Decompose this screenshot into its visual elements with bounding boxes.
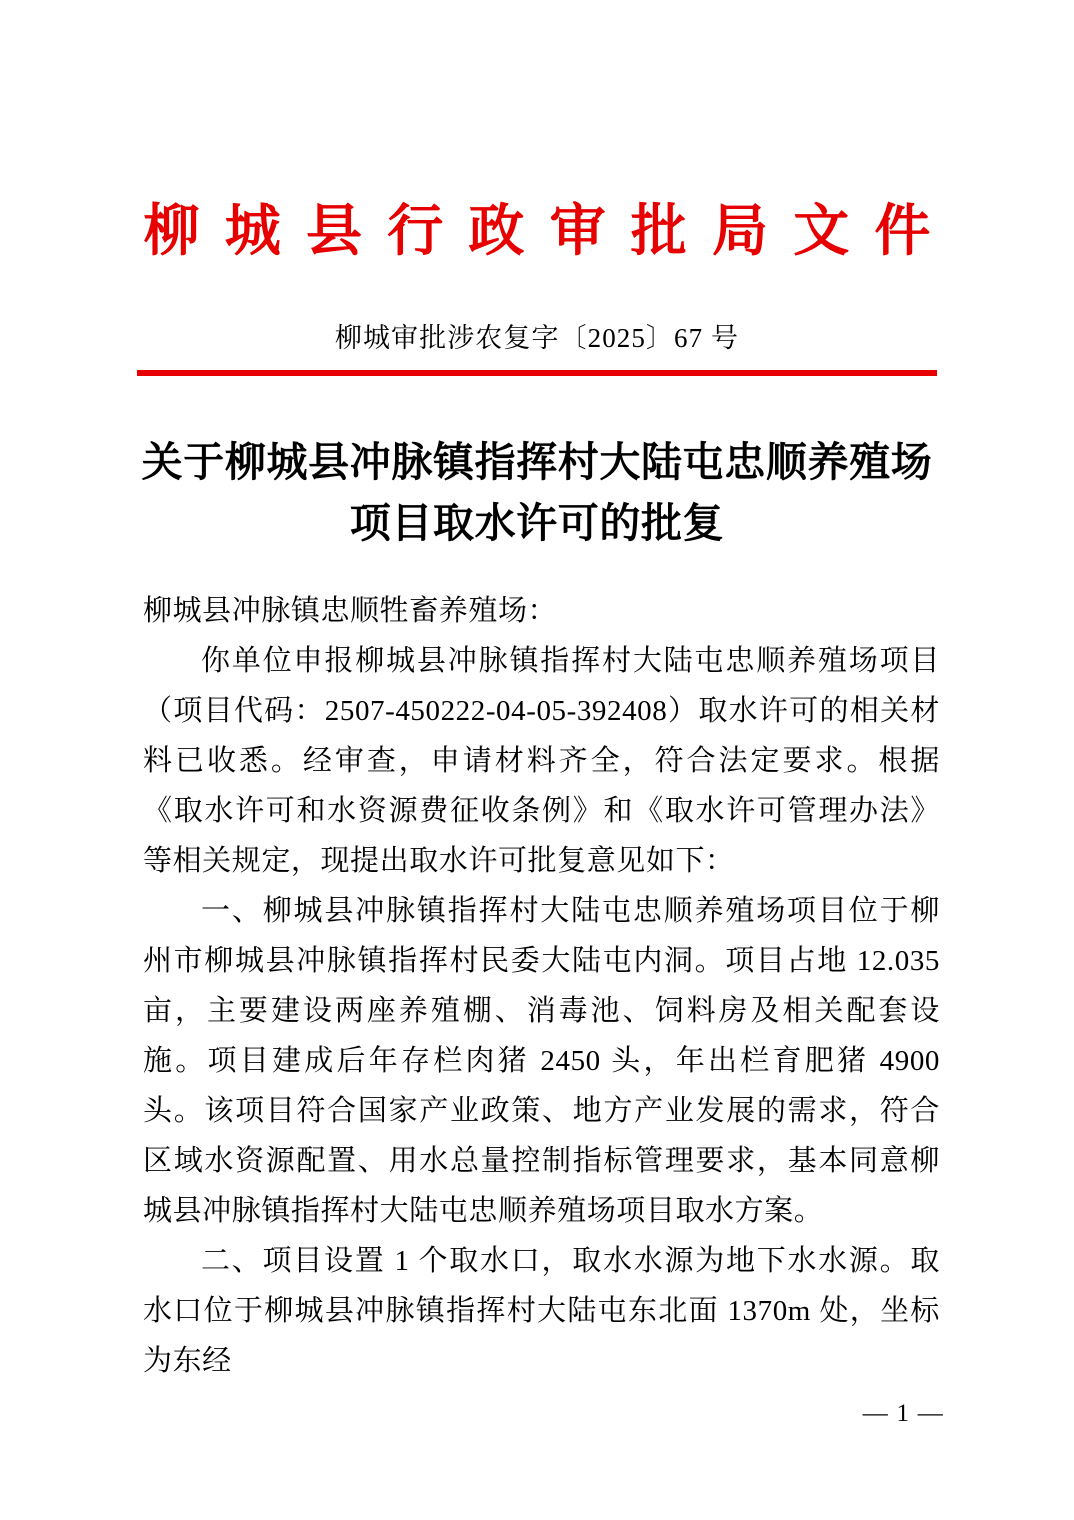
document-title-line-2: 项目取水许可的批复 — [349, 500, 725, 546]
body-paragraph-intro: 你单位申报柳城县冲脉镇指挥村大陆屯忠顺养殖场项目（项目代码：2507-450222-04-05-392408）取水许可的相关材料已收悉。经审查，申请材料齐全，符合法定要求。根据《取水许可和水资源费征收条例》和《取水许可管理办法》等相关规定，现提出取水许可批复意见如下： — [143, 645, 940, 877]
document-reference-number: 柳城审批涉农复字〔2025〕67 号 — [334, 323, 740, 353]
document-title — [80, 432, 994, 554]
letterhead-divider-rule — [137, 370, 937, 376]
page-number: — 1 — — [862, 1400, 944, 1427]
body-paragraph-item-1: 一、柳城县冲脉镇指挥村大陆屯忠顺养殖场项目位于柳州市柳城县冲脉镇指挥村民委大陆屯内洞。项目占地 12.035 亩，主要建设两座养殖棚、消毒池、饲料房及相关配套设施。项目建成后年存栏肉猪 2450 头，年出栏育肥猪 4900 头。该项目符合国家产业政策、地方产业发展的需求，符合区域水资源配置、用水总量控制指标管理要求，基本同意柳城县冲脉镇指挥村大陆屯忠顺养殖场项目取水方案。 — [143, 895, 940, 1227]
agency-letterhead-title: 柳城县行政审批局文件 — [143, 201, 956, 263]
addressee-line: 柳城县冲脉镇忠顺牲畜养殖场： — [143, 595, 558, 627]
document-body — [143, 586, 940, 1386]
document-title-line-1: 关于柳城县冲脉镇指挥村大陆屯忠顺养殖场 — [141, 439, 933, 485]
body-paragraph-item-2: 二、项目设置 1 个取水口，取水水源为地下水水源。取水口位于柳城县冲脉镇指挥村大陆屯东北面 1370m 处，坐标为东经 — [143, 1245, 940, 1377]
